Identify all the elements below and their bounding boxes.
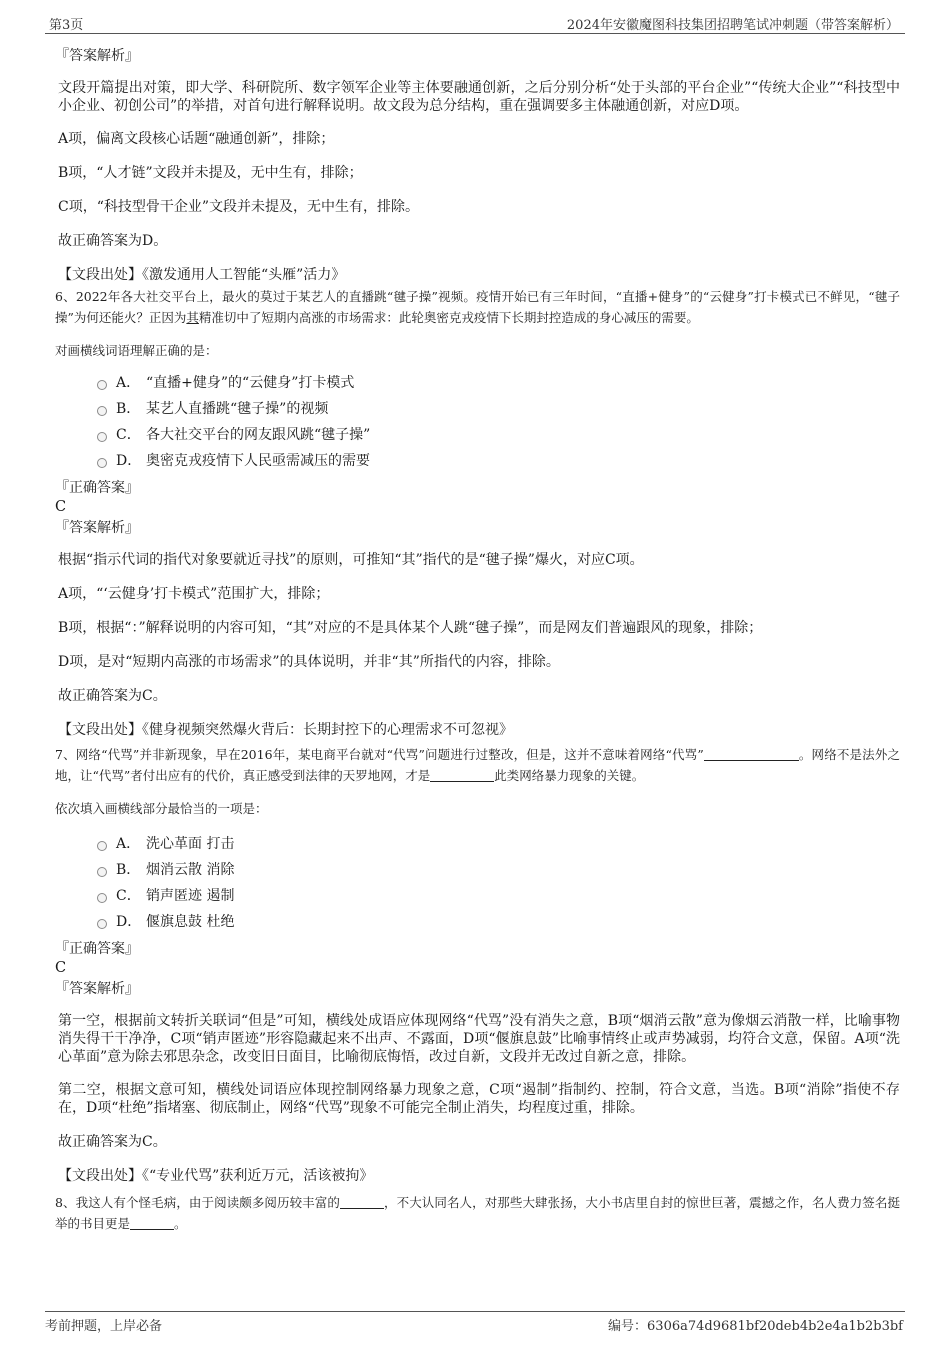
radio-icon[interactable] xyxy=(97,841,107,851)
answer-blank xyxy=(704,748,799,761)
question-8-stem: 8、我这人有个怪毛病，由于阅读颇多阅历较丰富的 ，不大认同名人，对那些大肆张扬，大小书店里自封的惊世巨著，震撼之作，名人费力签名挺举的书目更是 。 xyxy=(55,1195,900,1231)
page-header xyxy=(45,10,905,34)
source-citation: 【文段出处】《激发通用人工智能“头雁”活力》 xyxy=(58,267,346,283)
source-citation: 【文段出处】《健身视频突然爆火背后：长期封控下的心理需求不可忽视》 xyxy=(58,722,513,738)
analysis-option-c: C项，“科技型骨干企业”文段并未提及，无中生有，排除。 xyxy=(58,199,420,215)
radio-icon[interactable] xyxy=(97,893,107,903)
analysis-paragraph: 文段开篇提出对策，即大学、科研院所、数字领军企业等主体要融通创新，之后分别分析“处于头部的平台企业”“传统大企业”“科技型中小企业、初创公司”的举措，对首句进行解释说明。故文段为总分结构，重在强调要多主体融通创新，对应D项。 xyxy=(58,80,900,114)
correct-answer: C xyxy=(55,960,67,976)
answer-blank xyxy=(340,1196,384,1209)
analysis-paragraph-2: 第二空，根据文意可知，横线处词语应体现控制网络暴力现象之意，C项“遏制”指制约、控制，符合文意，当选。B项“消除”指使不存在，D项“杜绝”指堵塞、彻底制止，网络“代骂”现象不可能完全制止消失，均程度过重，排除。 xyxy=(58,1082,900,1116)
radio-icon[interactable] xyxy=(97,867,107,877)
option-a[interactable]: A． “直播+健身”的“云健身”打卡模式 xyxy=(95,370,900,396)
option-b[interactable]: B． 某艺人直播跳“毽子操”的视频 xyxy=(95,396,900,422)
question-7-stem: 7、网络“代骂”并非新现象，早在2016年，某电商平台就对“代骂”问题进行过整改，但是，这并不意味着网络“代骂” 。网络不是法外之地，让“代骂”者付出应有的代价，真正感受到法律的天罗地网，才是 此类网络暴力现象的关键。 xyxy=(55,747,900,783)
conclusion: 故正确答案为C。 xyxy=(58,688,167,704)
answer-blank xyxy=(430,769,494,782)
option-d[interactable]: D． 奥密克戎疫情下人民亟需减压的需要 xyxy=(95,448,900,474)
analysis-paragraph: 根据“指示代词的指代对象要就近寻找”的原则，可推知“其”指代的是“毽子操”爆火，对应C项。 xyxy=(58,552,644,568)
radio-icon[interactable] xyxy=(97,406,107,416)
radio-icon[interactable] xyxy=(97,380,107,390)
analysis-option-d: D项，是对“短期内高涨的市场需求”的具体说明，并非“其”所指代的内容，排除。 xyxy=(58,654,560,670)
analysis-option-a: A项，“‘云健身’打卡模式”范围扩大，排除； xyxy=(58,586,330,602)
question-6-prompt: 对画横线词语理解正确的是： xyxy=(55,343,218,358)
option-c[interactable]: C． 各大社交平台的网友跟风跳“毽子操” xyxy=(95,422,900,448)
conclusion: 故正确答案为D。 xyxy=(58,233,168,249)
conclusion: 故正确答案为C。 xyxy=(58,1134,167,1150)
radio-icon[interactable] xyxy=(97,432,107,442)
source-citation: 【文段出处】《“专业代骂”获利近万元，活该被拘》 xyxy=(58,1168,374,1184)
analysis-option-a: A项，偏离文段核心话题“融通创新”，排除； xyxy=(58,131,335,147)
analysis-option-b: B项，根据“：”解释说明的内容可知，“其”对应的不是具体某个人跳“毽子操”，而是网友们普遍跟风的现象，排除； xyxy=(58,620,763,636)
page-number: 第3页 xyxy=(49,18,84,33)
option-a[interactable]: A． 洗心革面 打击 xyxy=(95,831,900,857)
correct-answer-label: 『正确答案』 xyxy=(55,941,139,957)
correct-answer-label: 『正确答案』 xyxy=(55,480,139,496)
document-id: 编号：6306a74d9681bf20deb4b2e4a1b2b3bf xyxy=(608,1319,903,1334)
question-7-options xyxy=(95,831,900,935)
question-7-prompt: 依次填入画横线部分最恰当的一项是： xyxy=(55,801,268,816)
radio-icon[interactable] xyxy=(97,458,107,468)
analysis-label: 『答案解析』 xyxy=(55,520,139,536)
option-b[interactable]: B． 烟消云散 消除 xyxy=(95,857,900,883)
footer-slogan: 考前押题，上岸必备 xyxy=(45,1319,163,1334)
page-content xyxy=(55,38,900,1234)
analysis-option-b: B项，“人才链”文段并未提及，无中生有，排除； xyxy=(58,165,363,181)
analysis-paragraph-1: 第一空，根据前文转折关联词“但是”可知，横线处成语应体现网络“代骂”没有消失之意，B项“烟消云散”意为像烟云消散一样，比喻事物消失得干干净净，C项“销声匿迹”形容隐藏起来不出声、不露面，D项“偃旗息鼓”比喻事情终止或声势减弱，均符合文意，保留。A项“洗心革面”意为除去邪思杂念，改变旧日面目，比喻彻底悔悟，改过自新，文段并无改过自新之意，排除。 xyxy=(58,1013,900,1065)
analysis-label: 『答案解析』 xyxy=(55,48,139,64)
option-d[interactable]: D． 偃旗息鼓 杜绝 xyxy=(95,909,900,935)
question-6-stem: 6、2022年各大社交平台上，最火的莫过于某艺人的直播跳“毽子操”视频。疫情开始已有三年时间，“直播+健身”的“云健身”打卡模式已不鲜见，“毽子操”为何还能火？正因为其精准切中了短期内高涨的市场需求：此轮奥密克戎疫情下长期封控造成的身心减压的需要。 xyxy=(55,289,900,325)
analysis-label: 『答案解析』 xyxy=(55,981,139,997)
underlined-word: 其 xyxy=(186,310,199,325)
document-title: 2024年安徽魔图科技集团招聘笔试冲刺题（带答案解析） xyxy=(566,18,899,33)
question-6-options xyxy=(95,370,900,474)
option-c[interactable]: C． 销声匿迹 遏制 xyxy=(95,883,900,909)
radio-icon[interactable] xyxy=(97,919,107,929)
answer-blank xyxy=(130,1217,174,1230)
correct-answer: C xyxy=(55,499,67,515)
page-footer xyxy=(45,1311,905,1335)
